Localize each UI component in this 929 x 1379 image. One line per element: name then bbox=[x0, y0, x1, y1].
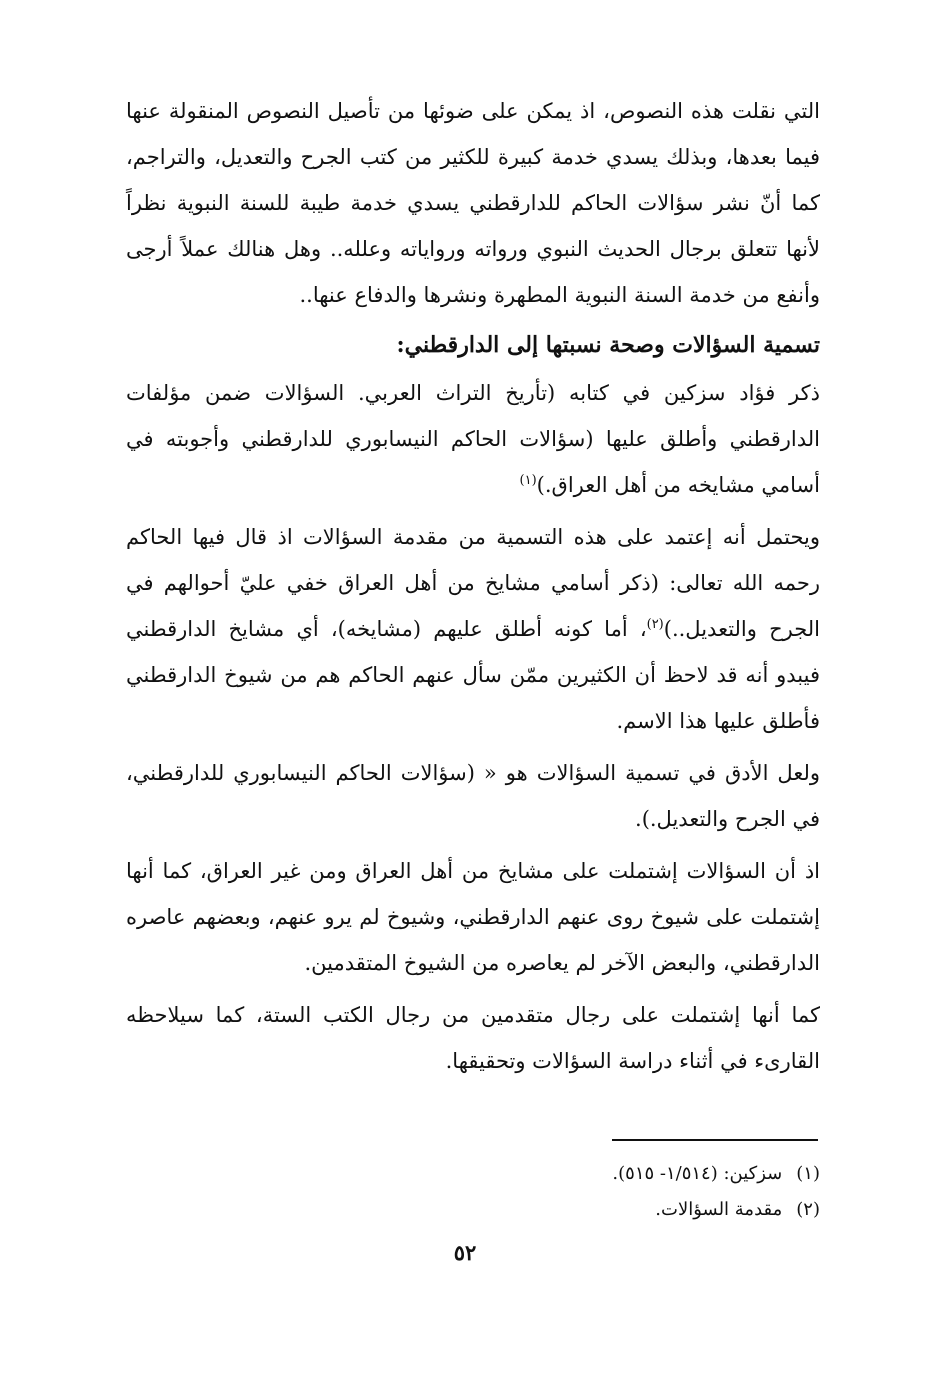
footnote-1-number: (١) bbox=[796, 1163, 820, 1184]
footnote-2 bbox=[400, 1192, 820, 1228]
paragraph-iraq: اذ أن السؤالات إشتملت على مشايخ من أهل العراق ومن غير العراق، كما أنها إشتملت على شيوخ روى عنهم الدارقطني، وشيوخ لم يرو عنهم، وبعضهم عاصره الدارقطني، والبعض الآخر لم يعاصره من الشيوخ المتقدمين. bbox=[126, 859, 821, 975]
paragraph-naming: ولعل الأدق في تسمية السؤالات هو « (سؤالات الحاكم النيسابوري للدارقطني، في الجرح والتعديل.). bbox=[126, 761, 820, 831]
footnote-2-text: مقدمة السؤالات. bbox=[655, 1199, 783, 1220]
page-body bbox=[126, 88, 820, 1084]
footnote-ref-2: (٢) bbox=[646, 617, 664, 632]
footnote-2-number: (٢) bbox=[796, 1199, 820, 1220]
paragraph-sezgin bbox=[126, 370, 820, 508]
paragraph-hakim bbox=[126, 514, 820, 744]
paragraph-hakim-text-b: ، أما كونه أطلق عليهم (مشايخه)، أي مشايخ الدارقطني فيبدو أنه قد لاحظ أن الكثيرين ممّن سأل عنهم الحاكم هم من شيوخ الدارقطني فأطلق عليها هذا الاسم. bbox=[126, 617, 820, 733]
paragraph-hakim-text-a: ويحتمل أنه إعتمد على هذه التسمية من مقدمة السؤالات اذ قال فيها الحاكم رحمه الله تعالى: (ذكر أسامي مشايخ من أهل العراق خفي عليّ أحوالهم في الجرح والتعديل..) bbox=[126, 525, 821, 641]
footnote-ref-1: (١) bbox=[519, 473, 537, 488]
footnotes bbox=[400, 1156, 820, 1228]
footnote-1-text: سزكين: (١/٥١٤- ٥١٥). bbox=[612, 1163, 783, 1184]
paragraph-six-books: كما أنها إشتملت على رجال متقدمين من رجال الكتب الستة، كما سيلاحظه القارىء في أثناء دراسة السؤالات وتحقيقها. bbox=[126, 1003, 820, 1073]
section-heading: تسمية السؤالات وصحة نسبتها إلى الدارقطني: bbox=[396, 332, 820, 358]
paragraph-intro: التي نقلت هذه النصوص، اذ يمكن على ضوئها من تأصيل النصوص المنقولة عنها فيما بعدها، وبذلك يسدي خدمة كبيرة للكثير من كتب الجرح والتعديل، والتراجم، كما أنّ نشر سؤالات الحاكم للدارقطني يسدي خدمة طيبة للسنة النبوية نظراً لأنها تتعلق برجال الحديث النبوي ورواته ورواياته وعلله.. وهل هنالك عملاً أرجى وأنفع من خدمة السنة النبوية المطهرة ونشرها والدفاع عنها.. bbox=[126, 99, 820, 307]
footnote-1 bbox=[400, 1156, 820, 1192]
paragraph-sezgin-text: ذكر فؤاد سزكين في كتابه (تأريخ التراث العربي. السؤالات ضمن مؤلفات الدارقطني وأطلق عليها (سؤالات الحاكم النيسابوري للدارقطني وأجوبته في أسامي مشايخه من أهل العراق.) bbox=[126, 381, 820, 497]
footnote-divider bbox=[612, 1139, 818, 1141]
page-number: ٥٢ bbox=[453, 1240, 477, 1265]
